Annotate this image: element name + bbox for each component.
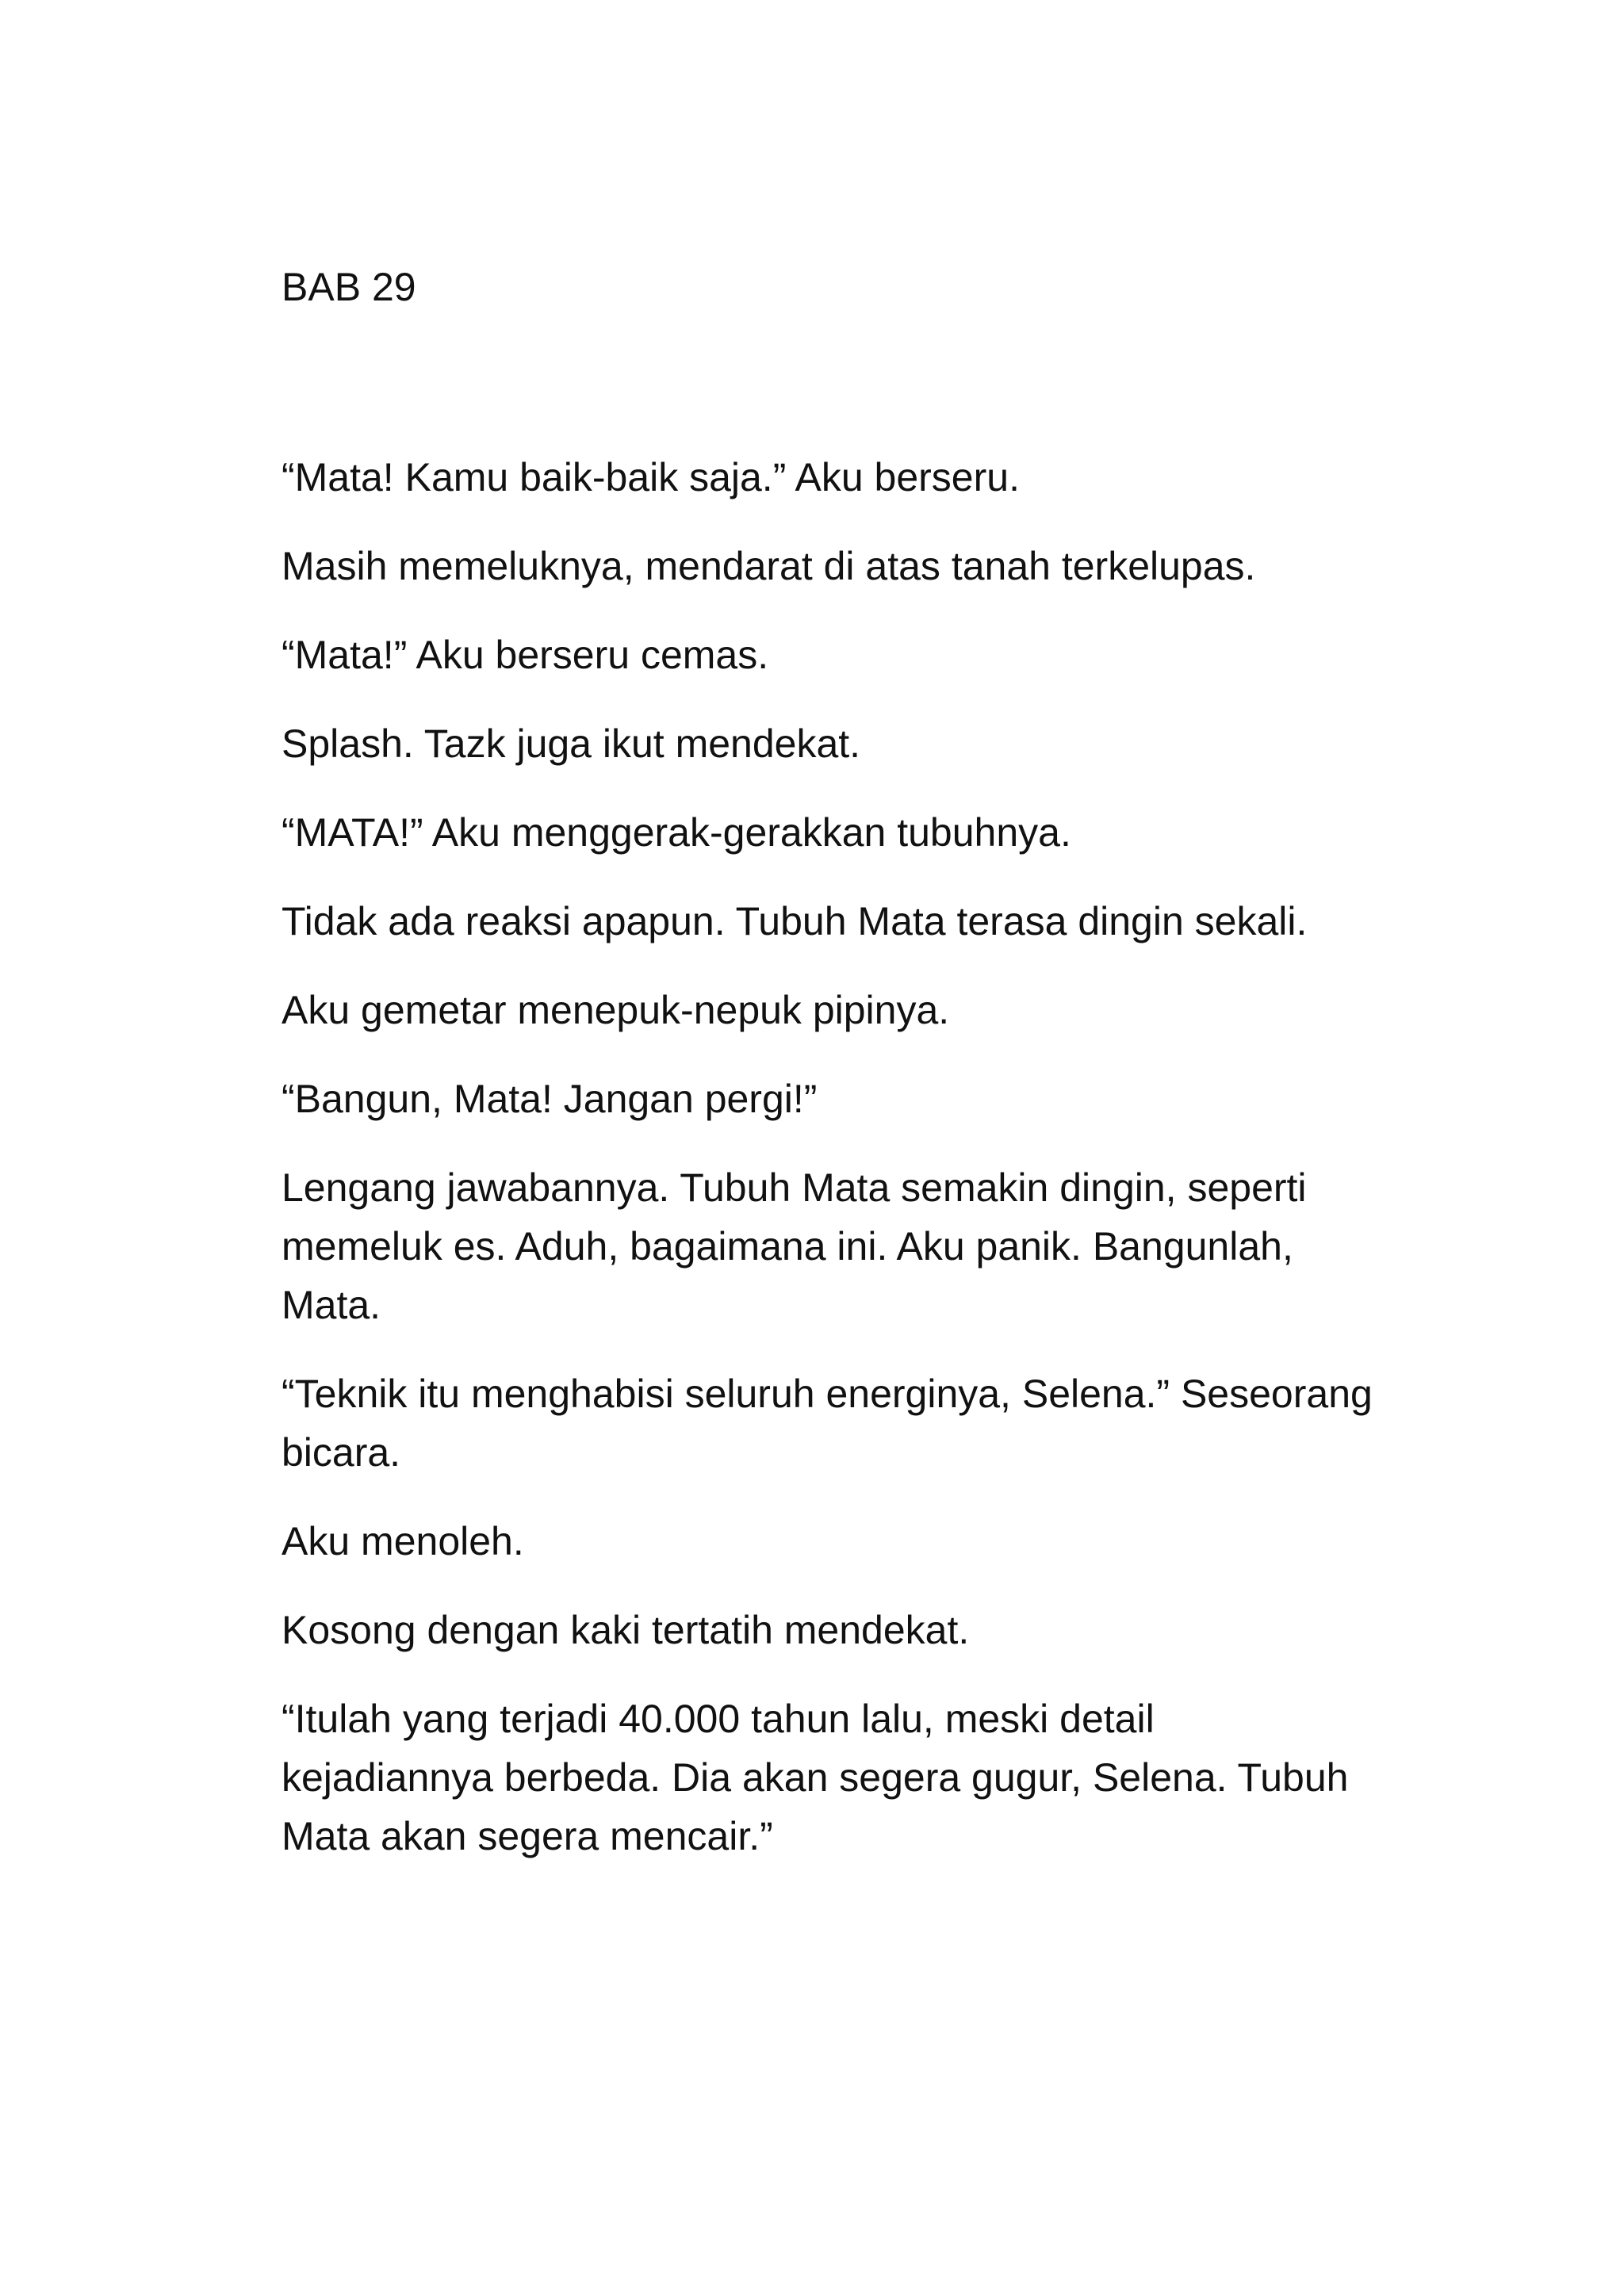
chapter-heading: BAB 29 xyxy=(282,265,416,309)
paragraph: “Bangun, Mata! Jangan pergi!” xyxy=(282,1077,818,1121)
paragraph: “MATA!” Aku menggerak-gerakkan tubuhnya. xyxy=(282,810,1071,855)
paragraph: Aku menoleh. xyxy=(282,1519,524,1563)
paragraph: Splash. Tazk juga ikut mendekat. xyxy=(282,721,861,766)
paragraph: “Teknik itu menghabisi seluruh energinya, Selena.” Seseorang bicara. xyxy=(282,1372,1373,1475)
page-content xyxy=(282,258,1376,1896)
paragraph: Masih memeluknya, mendarat di atas tanah terkelupas. xyxy=(282,544,1256,588)
paragraph: “Mata!” Aku berseru cemas. xyxy=(282,633,769,677)
paragraph: “Itulah yang terjadi 40.000 tahun lalu, meski detail kejadiannya berbeda. Dia akan segera gugur, Selena. Tubuh Mata akan segera mencair.” xyxy=(282,1697,1349,1858)
paragraph: Tidak ada reaksi apapun. Tubuh Mata terasa dingin sekali. xyxy=(282,899,1308,943)
paragraph: Kosong dengan kaki tertatih mendekat. xyxy=(282,1608,970,1652)
paragraph: Lengang jawabannya. Tubuh Mata semakin dingin, seperti memeluk es. Aduh, bagaimana ini. Aku panik. Bangunlah, Mata. xyxy=(282,1165,1307,1327)
paragraph: Aku gemetar menepuk-nepuk pipinya. xyxy=(282,988,950,1032)
paragraph: “Mata! Kamu baik-baik saja.” Aku berseru. xyxy=(282,455,1020,499)
